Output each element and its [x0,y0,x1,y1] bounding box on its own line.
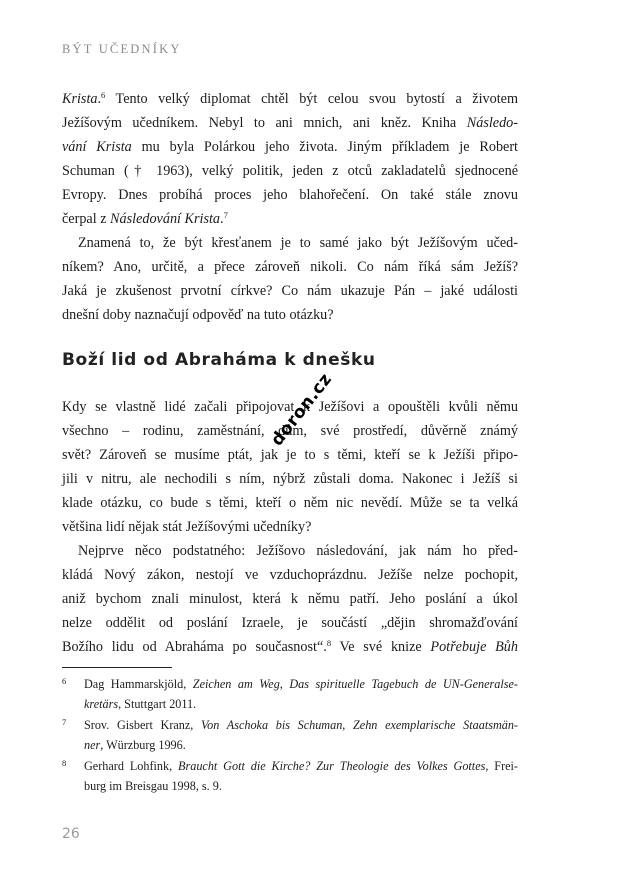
section-heading: Boží lid od Abraháma k dnešku [62,350,376,370]
text-line: vání Krista mu byla Polárkou jeho života. Jiným příkladem je Robert [62,139,518,155]
text-line: dnešní doby naznačují odpověď na tuto otázku? [62,307,334,323]
text-line: Krista.$^6$ Tento velký diplomat chtěl být celou svou bytostí a životem [62,90,518,107]
footnote-reference: 6 [101,90,106,100]
text-line: kládá Nový zákon, nestojí ve vzduchoprázdnu. Ježíše nelze pochopit, [62,567,518,583]
text-line: Ježíšovým učedníkem. Nebyl to ani mnich, ani kněz. Kniha Následo- [62,115,518,131]
text-line: Jaká je zkušenost prvotní církve? Co nám ukazuje Pán – jaké události [62,283,518,299]
italic-title: Braucht Gott die Kirche? Zur Theologie des Volkes Gottes [178,759,486,773]
text-line: Božího lidu od Abraháma po současnost“.$^8$ Ve své knize Potřebuje Bůh [62,638,518,655]
footnote-line: ner, Würzburg 1996. [84,738,186,752]
text-line: níkem? Ano, určitě, a přece zároveň nikoli. Co nám říká sám Ježíš? [62,259,518,275]
footnote-line: Gerhard Lohfink, Braucht Gott die Kirche? Zur Theologie des Volkes Gottes, Frei- [84,759,518,773]
footnote-line: Dag Hammarskjöld, Zeichen am Weg, Das spirituelle Tagebuch de UN-Generalse- [84,677,518,691]
italic-title: Následo- [466,115,518,131]
text-line: Kdy se vlastně lidé začali připojovat k Ježíšovi a opouštěli kvůli němu [62,399,518,415]
running-head: BÝT UČEDNÍKY [62,42,182,56]
footnote-line: burg im Breisgau 1998, s. 9. [84,779,222,793]
italic-title: Zeichen am Weg, Das spirituelle Tagebuch de UN-Generalse- [192,677,518,691]
body-text-block-1 [62,87,518,327]
footnote-number: 6 [62,676,67,686]
footnote-number: 7 [62,717,67,727]
watermark: doron.cz [267,369,337,450]
text-line: Schuman († 1963), velký politik, jeden z otců zakladatelů sjednocené [62,163,518,179]
italic-title: kretärs [84,697,119,711]
italic-title: Následování Krista [110,211,221,227]
text-line: klade otázku, co bude s těmi, kteří o něm nic nevědí. Může se ta velká [62,495,518,511]
footnote-8 [62,756,518,796]
text-line: většina lidí nějak stát Ježíšovými učedníky? [62,519,312,535]
footnote-6 [62,674,518,714]
footnote-reference: 8 [326,638,332,648]
text-line: jili v nitru, ale nechodili s ním, nýbrž zůstali doma. Nakonec i Ježíš si [62,471,518,487]
page-number: 26 [62,826,80,842]
italic-title: ner [84,738,101,752]
footnote-line: kretärs, Stuttgart 2011. [84,697,197,711]
italic-title: vání Krista [62,139,132,155]
text-line: čerpal z Následování Krista.$^7$ [62,210,228,227]
footnote-rule [62,667,172,668]
footnotes [62,674,518,797]
footnote-line: Srov. Gisbert Kranz, Von Aschoka bis Schuman, Zehn exemplarische Staatsmän- [84,718,518,732]
text-line: Nejprve něco podstatného: Ježíšovo následování, jak nám ho před- [78,543,518,559]
footnote-7 [62,715,518,755]
text-line: Znamená to, že být křesťanem je to samé jako být Ježíšovým učed- [78,235,518,251]
text-line: svět? Zároveň se musíme ptát, jak je to s těmi, kteří se k Ježíši připo- [62,447,518,463]
italic-title: Von Aschoka bis Schuman, Zehn exemplarische Staatsmän- [201,718,518,732]
italic-title: Potřebuje Bůh [430,639,518,655]
text-line: všechno – rodinu, zaměstnání, dům, své prostředí, důvěrně známý [62,423,518,439]
footnote-reference: 7 [223,210,228,220]
italic-title: Krista [62,91,98,107]
text-line: Evropy. Dnes probíhá proces jeho blahořečení. On také stále znovu [62,187,518,203]
text-line: aniž bychom znali minulost, která k němu patří. Jeho poslání a úkol [62,591,518,607]
text-line: nelze oddělit od poslání Izraele, je součástí „dějin shromažďování [62,615,518,631]
footnote-number: 8 [62,758,67,768]
